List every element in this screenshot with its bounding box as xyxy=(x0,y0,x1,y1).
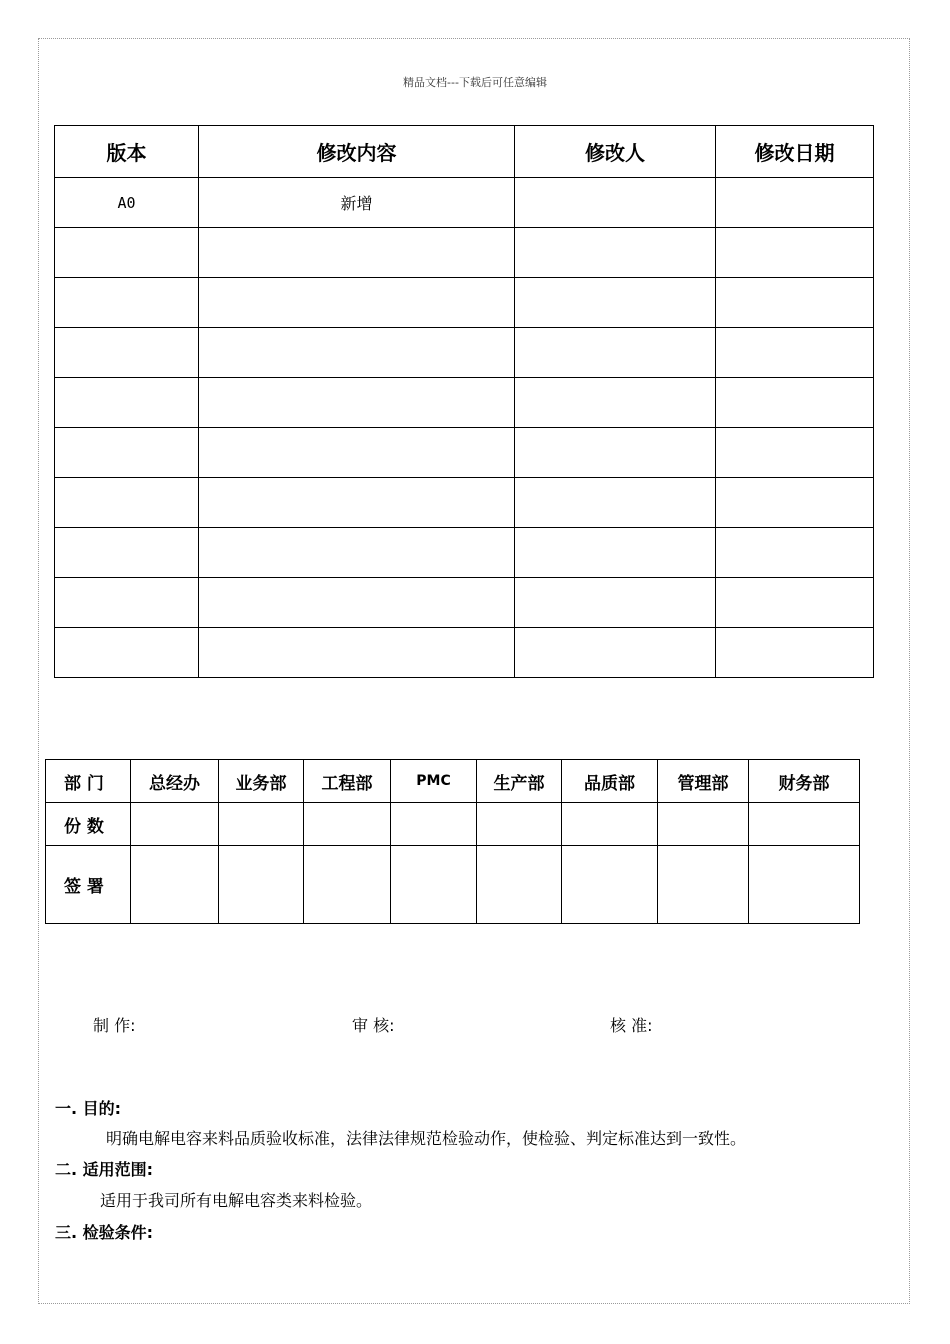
cell-modifier xyxy=(515,528,716,578)
header-version: 版本 xyxy=(55,126,199,178)
dept-pmc: PMC xyxy=(391,760,477,803)
department-row xyxy=(46,760,860,803)
cell-date xyxy=(716,328,874,378)
table-row xyxy=(55,528,874,578)
signature-cell xyxy=(562,846,658,924)
copies-cell xyxy=(562,803,658,846)
copies-cell xyxy=(477,803,562,846)
dept-business: 业务部 xyxy=(219,760,304,803)
cell-modifier xyxy=(515,178,716,228)
label-signature: 签 署 xyxy=(46,846,131,924)
cell-date xyxy=(716,378,874,428)
table-row xyxy=(55,228,874,278)
dept-engineering: 工程部 xyxy=(304,760,391,803)
dept-finance: 财务部 xyxy=(749,760,860,803)
header-change-date: 修改日期 xyxy=(716,126,874,178)
cell-date xyxy=(716,278,874,328)
copies-cell xyxy=(219,803,304,846)
cell-content xyxy=(199,278,515,328)
header-modifier: 修改人 xyxy=(515,126,716,178)
signature-cell xyxy=(749,846,860,924)
signature-cell xyxy=(304,846,391,924)
cell-modifier xyxy=(515,278,716,328)
copies-cell xyxy=(658,803,749,846)
label-department: 部 门 xyxy=(46,760,131,803)
table-row xyxy=(55,378,874,428)
cell-modifier xyxy=(515,478,716,528)
signature-cell xyxy=(131,846,219,924)
copies-cell xyxy=(391,803,477,846)
table-row xyxy=(55,578,874,628)
cell-date xyxy=(716,178,874,228)
table-row xyxy=(55,428,874,478)
cell-version xyxy=(55,328,199,378)
distribution-table xyxy=(45,759,860,924)
header-change-content: 修改内容 xyxy=(199,126,515,178)
made-by-label: 制 作: xyxy=(93,1016,136,1035)
cell-version xyxy=(55,578,199,628)
cell-content xyxy=(199,528,515,578)
cell-content xyxy=(199,428,515,478)
label-copies: 份 数 xyxy=(46,803,131,846)
cell-modifier xyxy=(515,328,716,378)
dept-management: 管理部 xyxy=(658,760,749,803)
cell-version: A0 xyxy=(55,178,199,228)
cell-version xyxy=(55,628,199,678)
cell-content xyxy=(199,228,515,278)
section-body-scope: 适用于我司所有电解电容类来料检验。 xyxy=(100,1191,373,1210)
approved-by-label: 核 准: xyxy=(610,1016,653,1035)
cell-content: 新增 xyxy=(199,178,515,228)
cell-version xyxy=(55,278,199,328)
cell-content xyxy=(199,478,515,528)
cell-date xyxy=(716,428,874,478)
table-row xyxy=(55,178,874,228)
copies-row xyxy=(46,803,860,846)
cell-version xyxy=(55,478,199,528)
cell-modifier xyxy=(515,228,716,278)
table-row xyxy=(55,328,874,378)
cell-content xyxy=(199,378,515,428)
cell-modifier xyxy=(515,378,716,428)
reviewed-by-label: 审 核: xyxy=(352,1016,395,1035)
dept-quality: 品质部 xyxy=(562,760,658,803)
dept-production: 生产部 xyxy=(477,760,562,803)
signature-cell xyxy=(477,846,562,924)
cell-content xyxy=(199,578,515,628)
table-row xyxy=(55,628,874,678)
signature-cell xyxy=(219,846,304,924)
cell-date xyxy=(716,478,874,528)
cell-content xyxy=(199,628,515,678)
table-row xyxy=(55,278,874,328)
section-title-scope: 二. 适用范围: xyxy=(55,1160,154,1179)
cell-modifier xyxy=(515,628,716,678)
cell-version xyxy=(55,428,199,478)
section-title-conditions: 三. 检验条件: xyxy=(55,1223,154,1242)
copies-cell xyxy=(749,803,860,846)
copies-cell xyxy=(304,803,391,846)
cell-version xyxy=(55,528,199,578)
header-note: 精品文档---下载后可任意编辑 xyxy=(403,76,547,89)
cell-version xyxy=(55,378,199,428)
signature-row xyxy=(46,846,860,924)
cell-date xyxy=(716,628,874,678)
signature-cell xyxy=(391,846,477,924)
dept-general-office: 总经办 xyxy=(131,760,219,803)
cell-modifier xyxy=(515,428,716,478)
signature-cell xyxy=(658,846,749,924)
cell-modifier xyxy=(515,578,716,628)
section-title-purpose: 一. 目的: xyxy=(55,1099,122,1118)
cell-version xyxy=(55,228,199,278)
cell-content xyxy=(199,328,515,378)
copies-cell xyxy=(131,803,219,846)
cell-date xyxy=(716,528,874,578)
section-body-purpose: 明确电解电容来料品质验收标准，法律法律规范检验动作，使检验、判定标准达到一致性。 xyxy=(106,1129,747,1148)
cell-date xyxy=(716,228,874,278)
revision-table xyxy=(54,125,874,678)
cell-date xyxy=(716,578,874,628)
table-row xyxy=(55,478,874,528)
